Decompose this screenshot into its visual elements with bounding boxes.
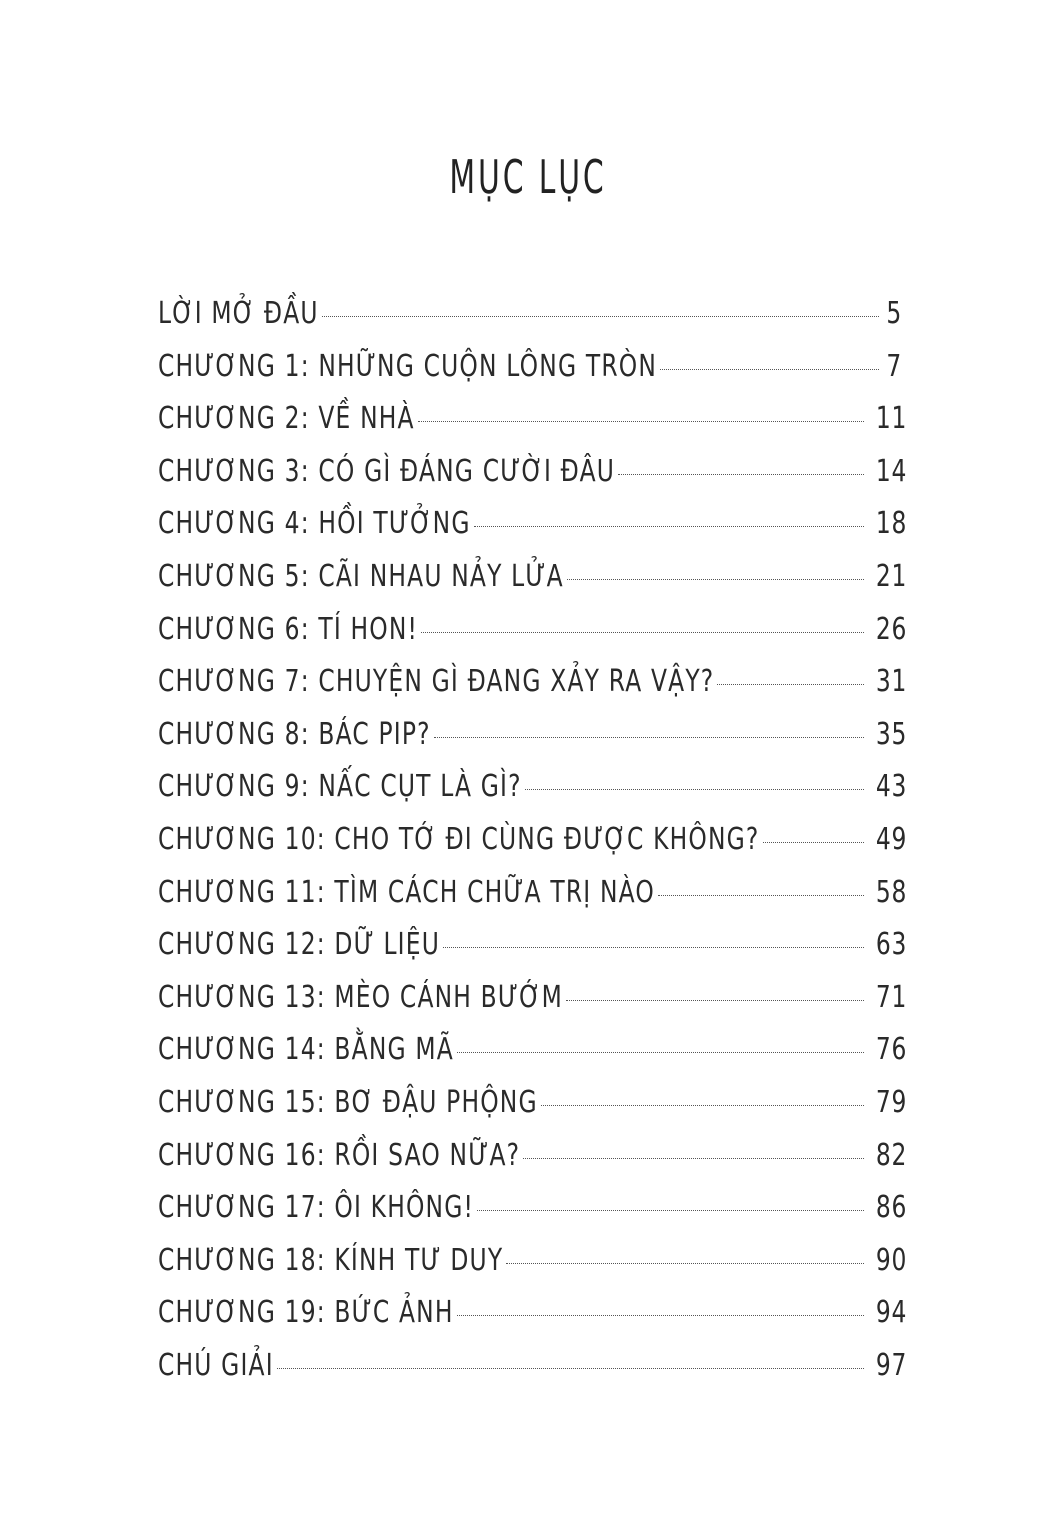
toc-entry bbox=[158, 288, 903, 341]
toc-entry-page-number: 63 bbox=[875, 927, 907, 963]
toc-entry-label-wrap bbox=[158, 393, 415, 446]
toc-entry-label-wrap bbox=[158, 972, 563, 1025]
toc-entry bbox=[158, 1235, 907, 1288]
dot-leader bbox=[523, 1157, 863, 1159]
dot-leader bbox=[660, 368, 879, 370]
toc-entry bbox=[158, 604, 907, 657]
toc-entry-page-holder bbox=[867, 656, 907, 709]
dot-leader bbox=[717, 683, 863, 685]
toc-entry bbox=[158, 393, 907, 446]
toc-entry-page-holder bbox=[867, 1130, 907, 1183]
toc-entry-page-holder bbox=[867, 393, 907, 446]
toc-entry-page-number: 26 bbox=[875, 611, 907, 647]
toc-entry bbox=[158, 709, 907, 762]
toc-entry-label-wrap bbox=[158, 919, 440, 972]
toc-entry-page-number: 86 bbox=[875, 1190, 907, 1226]
toc-entry-label: CHƯƠNG 15: BƠ ĐẬU PHỘNG bbox=[158, 1084, 538, 1120]
toc-entry bbox=[158, 1340, 907, 1393]
toc-entry-page-number: 94 bbox=[875, 1295, 907, 1331]
toc-entry bbox=[158, 341, 903, 394]
toc-entry-page-number: 76 bbox=[875, 1032, 907, 1068]
toc-entry-label-wrap bbox=[158, 551, 564, 604]
dot-leader bbox=[457, 1051, 864, 1053]
toc-entry-label: CHƯƠNG 4: HỒI TƯỞNG bbox=[158, 506, 471, 542]
toc-entry-label-wrap bbox=[158, 498, 471, 551]
page-title: MỤC LỤC bbox=[449, 150, 607, 204]
toc-entry-label: LỜI MỞ ĐẦU bbox=[158, 296, 319, 331]
toc-entry-page-number: 11 bbox=[875, 401, 907, 437]
toc-entry-label-wrap bbox=[158, 867, 655, 920]
toc-entry-page-holder bbox=[867, 498, 907, 551]
table-of-contents bbox=[158, 288, 907, 1392]
dot-leader bbox=[525, 788, 864, 790]
toc-entry-label: CHƯƠNG 3: CÓ GÌ ĐÁNG CƯỜI ĐÂU bbox=[158, 453, 616, 489]
toc-entry-page-number: 14 bbox=[875, 453, 907, 489]
toc-entry-label: CHƯƠNG 8: BÁC PIP? bbox=[158, 716, 431, 752]
toc-entry-page-number: 18 bbox=[875, 506, 907, 542]
toc-entry-page-number: 79 bbox=[875, 1084, 907, 1120]
toc-entry-label: CHƯƠNG 7: CHUYỆN GÌ ĐANG XẢY RA VẬY? bbox=[158, 664, 715, 700]
toc-entry-page-holder bbox=[867, 1024, 907, 1077]
toc-entry-page-holder bbox=[867, 919, 907, 972]
toc-entry-label-wrap bbox=[158, 709, 431, 762]
toc-entry-page-number: 97 bbox=[875, 1347, 907, 1383]
dot-leader bbox=[443, 946, 864, 948]
toc-entry-label: CHƯƠNG 14: BẰNG MÃ bbox=[158, 1032, 454, 1068]
toc-entry bbox=[158, 1077, 907, 1130]
toc-entry bbox=[158, 919, 907, 972]
toc-entry-page-number: 21 bbox=[875, 558, 907, 594]
toc-entry-page-holder bbox=[867, 867, 907, 920]
dot-leader bbox=[434, 736, 864, 738]
toc-entry-page-holder bbox=[867, 551, 907, 604]
toc-entry bbox=[158, 446, 907, 499]
toc-entry-page-holder bbox=[867, 761, 907, 814]
dot-leader bbox=[477, 1209, 864, 1211]
toc-entry bbox=[158, 814, 907, 867]
toc-entry-page-holder bbox=[867, 972, 907, 1025]
toc-entry bbox=[158, 1130, 907, 1183]
toc-entry-page-number: 5 bbox=[886, 296, 903, 331]
toc-entry-page-holder bbox=[867, 1182, 907, 1235]
toc-entry-label-wrap bbox=[158, 814, 760, 867]
toc-entry bbox=[158, 1024, 907, 1077]
toc-entry-page-number: 82 bbox=[875, 1137, 907, 1173]
toc-entry-page-number: 49 bbox=[875, 821, 907, 857]
toc-entry-label-wrap bbox=[158, 1235, 503, 1288]
toc-entry-label: CHƯƠNG 2: VỀ NHÀ bbox=[158, 401, 415, 437]
toc-entry-label-wrap bbox=[158, 1182, 474, 1235]
toc-entry-page-number: 71 bbox=[875, 979, 907, 1015]
toc-entry-label: CHÚ GIẢI bbox=[158, 1347, 274, 1383]
dot-leader bbox=[763, 841, 864, 843]
toc-entry-page-holder bbox=[867, 814, 907, 867]
toc-entry-page-number: 43 bbox=[875, 769, 907, 805]
toc-entry-page-holder bbox=[882, 288, 903, 341]
toc-entry-label: CHƯƠNG 12: DỮ LIỆU bbox=[158, 927, 440, 963]
toc-entry-label: CHƯƠNG 1: NHỮNG CUỘN LÔNG TRÒN bbox=[158, 348, 658, 384]
toc-entry-label: CHƯƠNG 13: MÈO CÁNH BƯỚM bbox=[158, 979, 564, 1015]
dot-leader bbox=[567, 578, 864, 580]
toc-entry bbox=[158, 867, 907, 920]
toc-entry-page-number: 7 bbox=[886, 348, 903, 384]
toc-entry-label: CHƯƠNG 11: TÌM CÁCH CHỮA TRỊ NÀO bbox=[158, 874, 655, 910]
toc-entry-page-holder bbox=[867, 1340, 907, 1393]
toc-entry-label-wrap bbox=[158, 1077, 538, 1130]
dot-leader bbox=[618, 473, 864, 475]
toc-entry bbox=[158, 972, 907, 1025]
toc-entry-label: CHƯƠNG 19: BỨC ẢNH bbox=[158, 1295, 454, 1331]
dot-leader bbox=[322, 315, 880, 317]
toc-entry-label: CHƯƠNG 10: CHO TỚ ĐI CÙNG ĐƯỢC KHÔNG? bbox=[158, 821, 760, 857]
toc-entry-label: CHƯƠNG 6: TÍ HON! bbox=[158, 611, 419, 647]
dot-leader bbox=[457, 1314, 864, 1316]
toc-entry-label-wrap bbox=[158, 1287, 454, 1340]
toc-entry bbox=[158, 761, 907, 814]
toc-entry-label-wrap bbox=[158, 341, 657, 394]
toc-entry-page-holder bbox=[867, 604, 907, 657]
toc-entry-label: CHƯƠNG 18: KÍNH TƯ DUY bbox=[158, 1242, 504, 1278]
toc-entry-label: CHƯƠNG 5: CÃI NHAU NẢY LỬA bbox=[158, 558, 564, 594]
toc-entry bbox=[158, 551, 907, 604]
dot-leader bbox=[541, 1104, 864, 1106]
toc-entry-label-wrap bbox=[158, 1340, 274, 1393]
toc-entry bbox=[158, 656, 907, 709]
toc-entry-label: CHƯƠNG 9: NẤC CỤT LÀ GÌ? bbox=[158, 769, 522, 805]
toc-entry-page-holder bbox=[867, 446, 907, 499]
toc-entry-page-number: 31 bbox=[875, 664, 907, 700]
dot-leader bbox=[418, 420, 864, 422]
toc-entry-page-number: 35 bbox=[875, 716, 907, 752]
toc-entry-label-wrap bbox=[158, 288, 319, 341]
toc-entry bbox=[158, 498, 907, 551]
toc-entry-page-holder bbox=[867, 1287, 907, 1340]
dot-leader bbox=[277, 1367, 864, 1369]
toc-entry-label: CHƯƠNG 17: ÔI KHÔNG! bbox=[158, 1190, 475, 1226]
dot-leader bbox=[474, 525, 864, 527]
toc-entry-page-holder bbox=[867, 1077, 907, 1130]
toc-entry-label-wrap bbox=[158, 1024, 454, 1077]
dot-leader bbox=[421, 631, 864, 633]
toc-entry bbox=[158, 1182, 907, 1235]
toc-entry-label-wrap bbox=[158, 761, 522, 814]
toc-entry-label-wrap bbox=[158, 446, 615, 499]
toc-entry-page-holder bbox=[882, 341, 903, 394]
dot-leader bbox=[506, 1262, 863, 1264]
toc-entry-label: CHƯƠNG 16: RỒI SAO NỮA? bbox=[158, 1137, 521, 1173]
toc-entry-page-holder bbox=[867, 709, 907, 762]
dot-leader bbox=[566, 999, 864, 1001]
toc-entry-page-number: 58 bbox=[875, 874, 907, 910]
toc-entry-label-wrap bbox=[158, 1130, 520, 1183]
toc-entry-label-wrap bbox=[158, 656, 714, 709]
toc-entry-page-holder bbox=[867, 1235, 907, 1288]
toc-entry-page-number: 90 bbox=[875, 1242, 907, 1278]
toc-entry-label-wrap bbox=[158, 604, 418, 657]
dot-leader bbox=[658, 894, 864, 896]
toc-entry bbox=[158, 1287, 907, 1340]
